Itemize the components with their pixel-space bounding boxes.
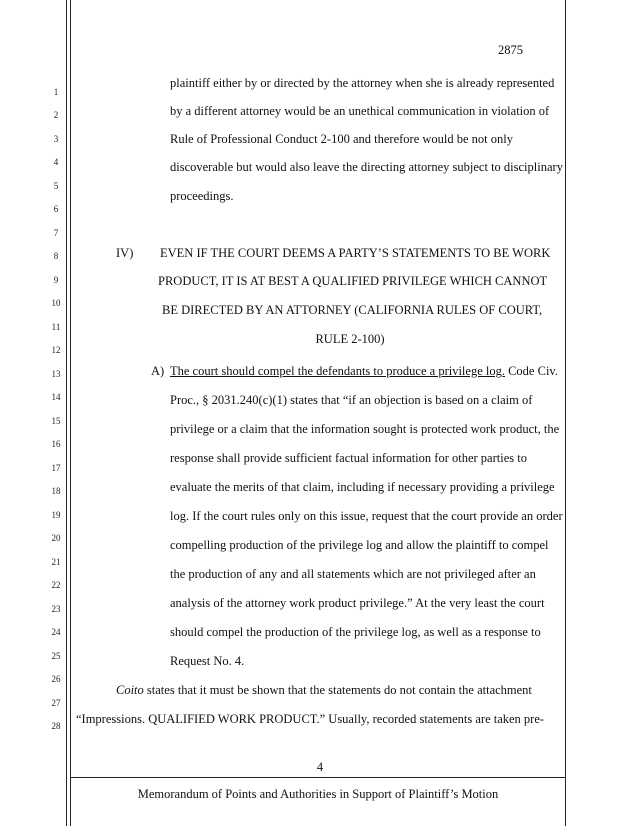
line-number: 8 [53, 251, 59, 261]
line-number: 24 [51, 627, 61, 637]
paragraph-first-line [116, 682, 532, 698]
line-number: 26 [51, 674, 61, 684]
body-line: should compel the production of the privilege log, as well as a response to [170, 625, 541, 639]
body-line: plaintiff either by or directed by the attorney when she is already represented [170, 76, 555, 90]
heading-line: EVEN IF THE COURT DEEMS A PARTY’S STATEMENTS TO BE WORK [160, 246, 551, 260]
line-number: 9 [53, 275, 59, 285]
case-name: Coito [116, 683, 144, 697]
left-margin-rule-outer [66, 0, 67, 826]
line-number: 23 [51, 604, 61, 614]
subsection-first-line-rest: Code Civ. [504, 364, 558, 378]
line-number: 14 [51, 392, 61, 402]
line-number: 7 [53, 228, 59, 238]
subsection-title: The court should compel the defendants to produce a privilege log. [170, 364, 505, 378]
line-number: 22 [51, 580, 61, 590]
left-margin-rule-inner [70, 0, 71, 826]
line-number: 11 [51, 322, 61, 332]
heading-line: PRODUCT, IT IS AT BEST A QUALIFIED PRIVILEGE WHICH CANNOT [158, 274, 548, 288]
line-number: 27 [51, 698, 61, 708]
body-line: Rule of Professional Conduct 2-100 and therefore would be not only [170, 132, 513, 146]
body-line: Request No. 4. [170, 654, 245, 668]
line-number: 19 [51, 510, 61, 520]
line-number: 16 [51, 439, 61, 449]
line-number: 1 [53, 87, 59, 97]
body-line: the production of any and all statements which are not privileged after an [170, 567, 536, 581]
body-line: response shall provide sufficient factual information for other parties to [170, 451, 527, 465]
line-number: 25 [51, 651, 61, 661]
line-number: 18 [51, 486, 61, 496]
subsection-marker: A) [151, 364, 165, 378]
body-line: discoverable but would also leave the directing attorney subject to disciplinary [170, 160, 563, 174]
body-line: by a different attorney would be an unethical communication in violation of [170, 104, 550, 118]
page-number: 4 [316, 760, 324, 774]
body-line: evaluate the merits of that claim, including if necessary providing a privilege [170, 480, 555, 494]
line-number: 12 [51, 345, 61, 355]
line-number: 15 [51, 416, 61, 426]
page-header-number: 2875 [498, 43, 523, 57]
line-number: 17 [51, 463, 61, 473]
body-line: analysis of the attorney work product privilege.” At the very least the court [170, 596, 545, 610]
paragraph-first-line-rest: states that it must be shown that the statements do not contain the attachment [143, 683, 532, 697]
footer-title: Memorandum of Points and Authorities in Support of Plaintiff’s Motion [137, 787, 499, 801]
body-line: compelling production of the privilege log and allow the plaintiff to compel [170, 538, 549, 552]
line-number: 28 [51, 721, 61, 731]
heading-marker: IV) [116, 246, 134, 260]
footer-rule [70, 777, 566, 778]
body-line: “Impressions. QUALIFIED WORK PRODUCT.” Usually, recorded statements are taken pre- [76, 712, 545, 726]
body-line: Proc., § 2031.240(c)(1) states that “if an objection is based on a claim of [170, 393, 533, 407]
line-number: 21 [51, 557, 61, 567]
line-number: 6 [53, 204, 59, 214]
heading-line: RULE 2-100) [315, 332, 385, 346]
line-number: 20 [51, 533, 61, 543]
line-number: 10 [51, 298, 61, 308]
line-number: 5 [53, 181, 59, 191]
heading-line: BE DIRECTED BY AN ATTORNEY (CALIFORNIA RULES OF COURT, [162, 303, 543, 317]
right-margin-rule [565, 0, 566, 826]
line-number: 2 [53, 110, 59, 120]
line-number: 4 [53, 157, 59, 167]
body-line: privilege or a claim that the information sought is protected work product, the [170, 422, 560, 436]
subsection-first-line [170, 363, 558, 379]
line-number: 3 [53, 134, 59, 144]
line-number: 13 [51, 369, 61, 379]
body-line: log. If the court rules only on this issue, request that the court provide an order [170, 509, 563, 523]
body-line: proceedings. [170, 189, 234, 203]
